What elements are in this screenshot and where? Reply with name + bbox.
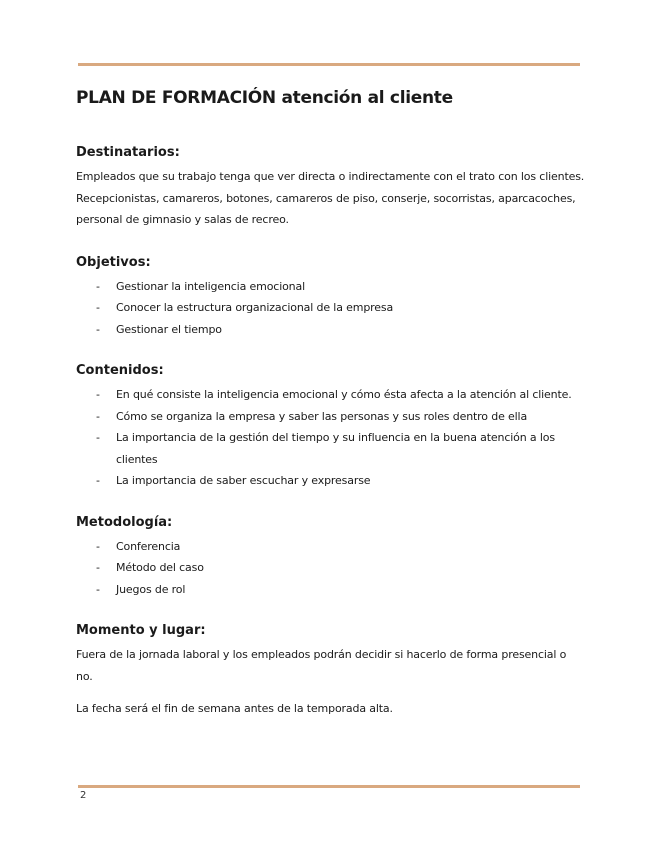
dash-bullet: - bbox=[96, 322, 100, 336]
objetivos-list bbox=[76, 276, 586, 341]
section-paragraph: Fuera de la jornada laboral y los empleados podrán decidir si hacerlo de forma presencial o no. bbox=[76, 648, 567, 683]
list-item bbox=[76, 319, 586, 341]
section-metodologia bbox=[76, 514, 586, 601]
section-momento-lugar bbox=[76, 622, 586, 720]
list-item-text: La importancia de saber escuchar y expresarse bbox=[116, 474, 371, 487]
list-item bbox=[76, 427, 586, 470]
metodologia-list bbox=[76, 536, 586, 601]
list-item-text: La importancia de la gestión del tiempo y su influencia en la buena atención a los clientes bbox=[116, 431, 555, 466]
section-destinatarios bbox=[76, 144, 586, 231]
dash-bullet: - bbox=[96, 279, 100, 293]
list-item-text: En qué consiste la inteligencia emocional y cómo ésta afecta a la atención al cliente. bbox=[116, 388, 572, 401]
section-paragraph: La fecha será el fin de semana antes de la temporada alta. bbox=[76, 702, 393, 715]
list-item-text: Juegos de rol bbox=[116, 582, 186, 596]
list-item-text: Conocer la estructura organizacional de la empresa bbox=[116, 301, 394, 314]
list-item-text: Cómo se organiza la empresa y saber las personas y sus roles dentro de ella bbox=[116, 409, 528, 423]
section-heading: Objetivos: bbox=[76, 254, 151, 270]
list-item-text: Gestionar la inteligencia emocional bbox=[116, 279, 305, 293]
page-number: 2 bbox=[80, 790, 87, 801]
list-item-text: Conferencia bbox=[116, 539, 181, 553]
dash-bullet: - bbox=[96, 539, 100, 553]
section-paragraph: Empleados que su trabajo tenga que ver directa o indirectamente con el trato con los clientes. Recepcionistas, camareros, botones, camareros de piso, conserje, socorristas, aparcacoches, personal de gimnasio y salas de recreo. bbox=[76, 170, 585, 226]
list-item bbox=[76, 384, 586, 406]
section-heading: Destinatarios: bbox=[76, 145, 180, 160]
section-heading: Momento y lugar: bbox=[76, 623, 206, 638]
list-item bbox=[76, 470, 586, 492]
list-item bbox=[76, 536, 586, 558]
dash-bullet: - bbox=[96, 409, 100, 423]
dash-bullet: - bbox=[96, 388, 100, 401]
section-contenidos bbox=[76, 362, 586, 492]
top-divider bbox=[78, 63, 580, 66]
list-item-text: Gestionar el tiempo bbox=[116, 322, 222, 336]
bottom-divider bbox=[78, 785, 580, 788]
section-heading: Metodología: bbox=[76, 514, 173, 530]
dash-bullet: - bbox=[96, 561, 100, 574]
dash-bullet: - bbox=[96, 301, 100, 314]
list-item bbox=[76, 276, 586, 298]
dash-bullet: - bbox=[96, 431, 100, 444]
list-item-text: Método del caso bbox=[116, 561, 204, 574]
contenidos-list bbox=[76, 384, 586, 492]
list-item bbox=[76, 297, 586, 319]
list-item bbox=[76, 579, 586, 601]
document-title: PLAN DE FORMACIÓN atención al cliente bbox=[76, 88, 453, 108]
dash-bullet: - bbox=[96, 582, 100, 596]
dash-bullet: - bbox=[96, 474, 100, 487]
list-item bbox=[76, 406, 586, 428]
section-heading: Contenidos: bbox=[76, 363, 164, 378]
list-item bbox=[76, 557, 586, 579]
document-body bbox=[76, 86, 586, 720]
section-objetivos bbox=[76, 254, 586, 341]
